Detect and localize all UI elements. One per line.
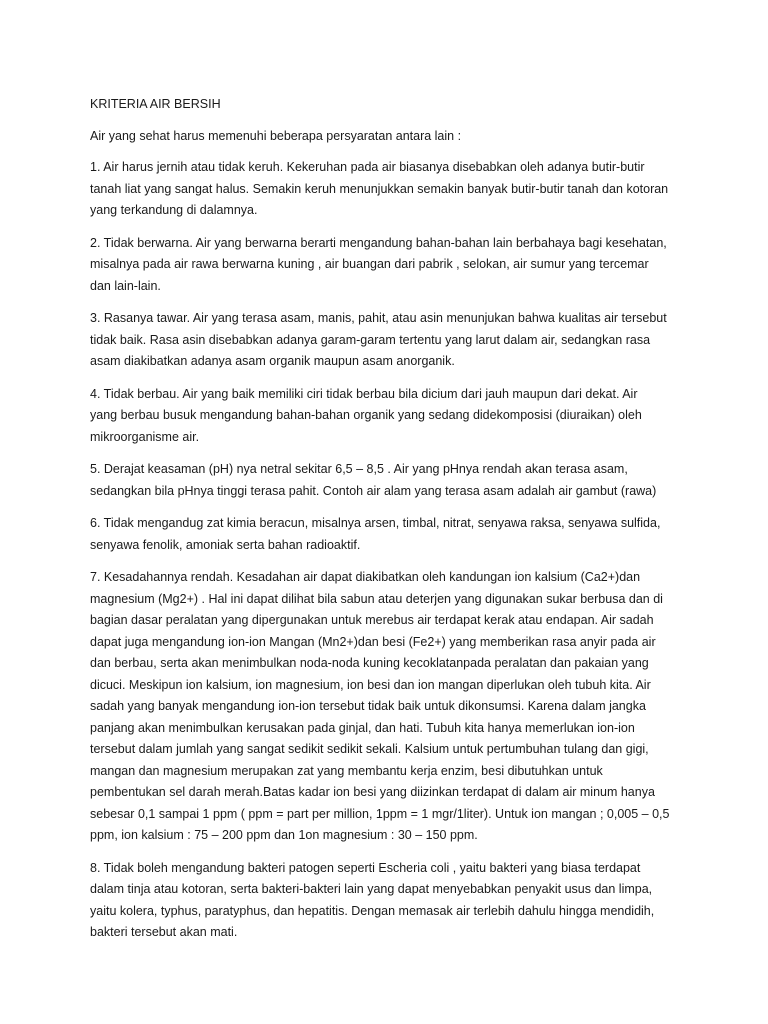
criterion-paragraph-7: 7. Kesadahannya rendah. Kesadahan air dapat diakibatkan oleh kandungan ion kalsium (Ca2+)dan magnesium (Mg2+) . Hal ini dapat dilihat bila sabun atau deterjen yang digunakan sukar berbusa dan di bagian dasar peralatan yang dipergunakan untuk merebus air terdapat kerak atau endapan. Air sadah dapat juga mengandung ion-ion Mangan (Mn2+)dan besi (Fe2+) yang memberikan rasa anyir pada air dan berbau, serta akan menimbulkan noda-noda kuning kecoklatanpada peralatan dan pakaian yang dicuci. Meskipun ion kalsium, ion magnesium, ion besi dan ion mangan diperlukan oleh tubuh kita. Air sadah yang banyak mengandung ion-ion tersebut tidak baik untuk dikonsumsi. Karena dalam jangka panjang akan menimbulkan kerusakan pada ginjal, dan hati. Tubuh kita hanya memerlukan ion-ion tersebut dalam jumlah yang sangat sedikit sedikit sekali. Kalsium untuk pertumbuhan tulang dan gigi, mangan dan magnesium merupakan zat yang membantu kerja enzim, besi dibutuhkan untuk pembentukan sel darah merah.Batas kadar ion besi yang diizinkan terdapat di dalam air minum hanya sebesar 0,1 sampai 1 ppm ( ppm = part per million, 1ppm = 1 mgr/1liter). Untuk ion mangan ; 0,005 – 0,5 ppm, ion kalsium : 75 – 200 ppm dan 1on magnesium : 30 – 150 ppm. — [90, 570, 670, 842]
criterion-paragraph-4: 4. Tidak berbau. Air yang baik memiliki ciri tidak berbau bila dicium dari jauh maupun dari dekat. Air yang berbau busuk mengandung bahan-bahan organik yang sedang didekomposisi (diuraikan) oleh mikroorganisme air. — [90, 386, 642, 444]
criterion-paragraph-1: 1. Air harus jernih atau tidak keruh. Kekeruhan pada air biasanya disebabkan oleh adanya butir-butir tanah liat yang sangat halus. Semakin keruh menunjukkan semakin banyak butir-butir tanah dan kotoran yang terkandung di dalamnya. — [90, 160, 669, 217]
criterion-paragraph-8: 8. Tidak boleh mengandung bakteri patogen seperti Escheria coli , yaitu bakteri yang biasa terdapat dalam tinja atau kotoran, serta bakteri-bakteri lain yang dapat menyebabkan penyakit usus dan limpa, yaitu kolera, typhus, paratyphus, dan hepatitis. Dengan memasak air terlebih dahulu hingga mendidih, bakteri tersebut akan mati. — [90, 860, 655, 939]
criterion-paragraph-5: 5. Derajat keasaman (pH) nya netral sekitar 6,5 – 8,5 . Air yang pHnya rendah akan terasa asam, sedangkan bila pHnya tinggi terasa pahit. Contoh air alam yang terasa asam adalah air gambut (rawa) — [90, 462, 657, 498]
document-title: KRITERIA AIR BERSIH — [90, 97, 221, 111]
criterion-paragraph-3: 3. Rasanya tawar. Air yang terasa asam, manis, pahit, atau asin menunjukan bahwa kualitas air tersebut tidak baik. Rasa asin disebabkan adanya garam-garam tertentu yang larut dalam air, sedangkan rasa asam diakibatkan adanya asam organik maupun asam anorganik. — [90, 311, 667, 368]
document-intro: Air yang sehat harus memenuhi beberapa persyaratan antara lain : — [90, 128, 462, 143]
criterion-paragraph-6: 6. Tidak mengandug zat kimia beracun, misalnya arsen, timbal, nitrat, senyawa raksa, senyawa sulfida, senyawa fenolik, amoniak serta bahan radioaktif. — [90, 516, 661, 552]
document-page — [90, 94, 690, 955]
criterion-paragraph-2: 2. Tidak berwarna. Air yang berwarna berarti mengandung bahan-bahan lain berbahaya bagi kesehatan, misalnya pada air rawa berwarna kuning , air buangan dari pabrik , selokan, air sumur yang tercemar dan lain-lain. — [90, 235, 667, 293]
